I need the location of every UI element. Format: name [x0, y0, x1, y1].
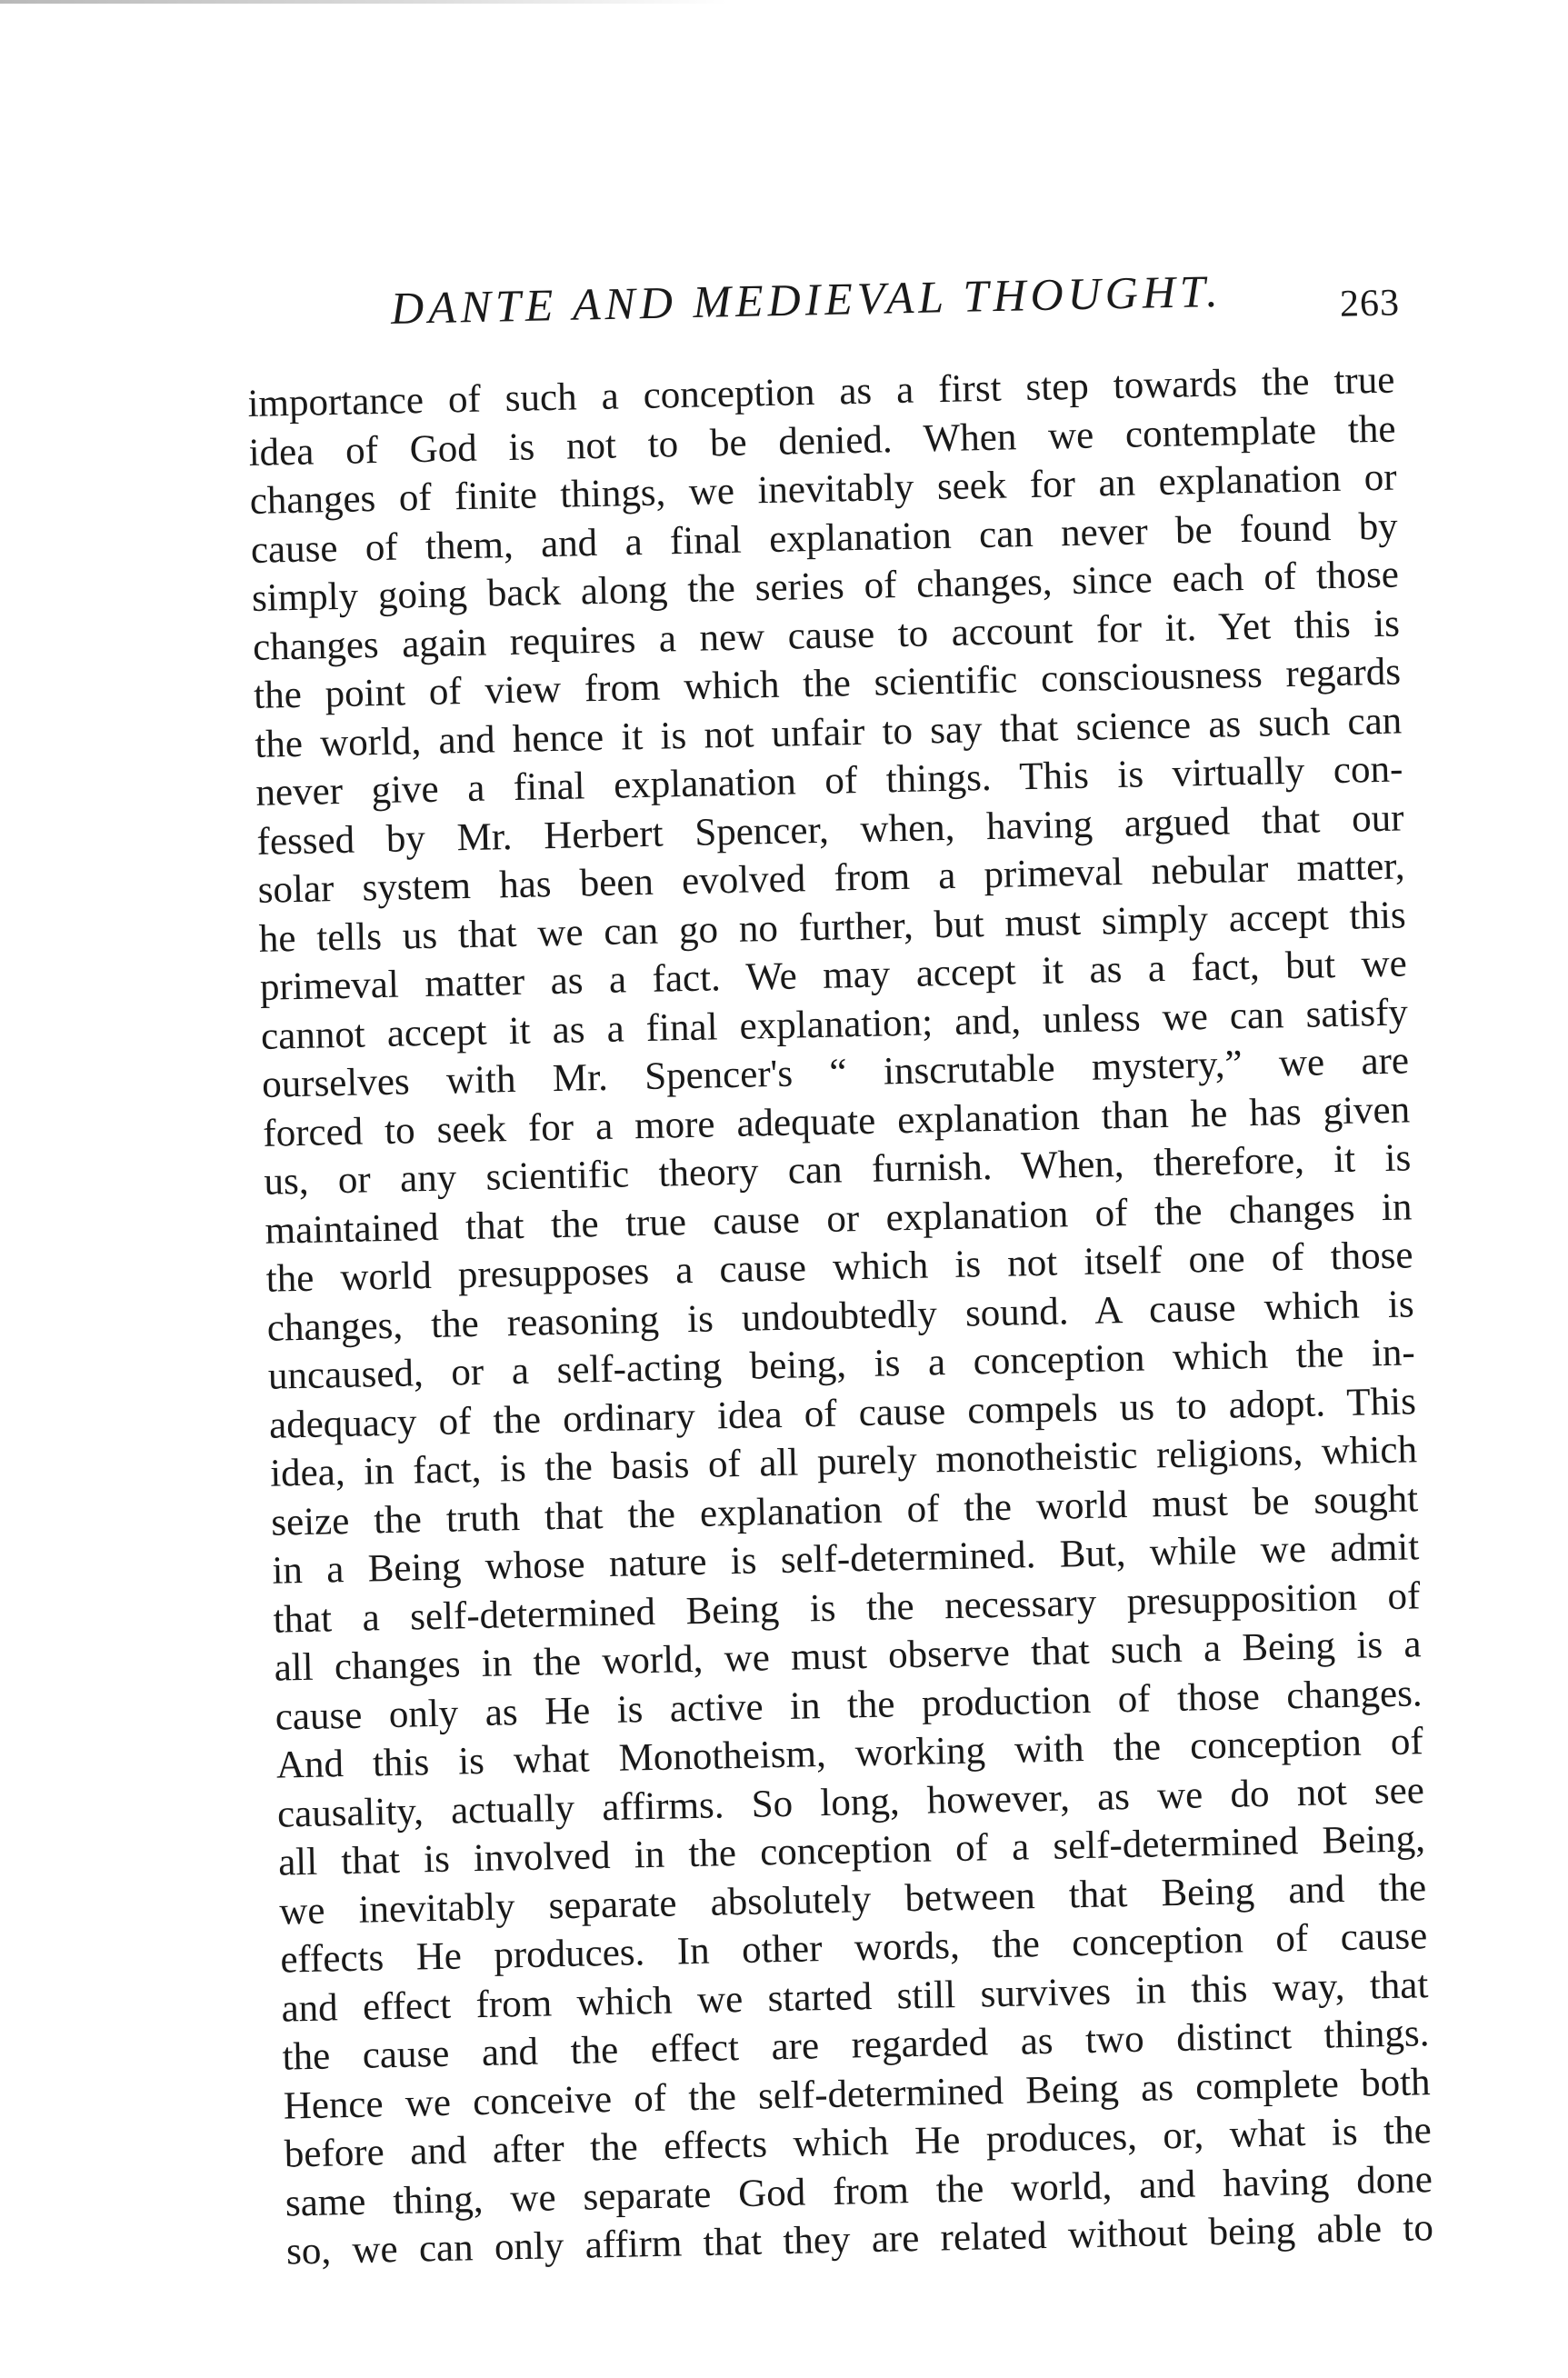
text-line: never give a final explanation of things. This is virtually con-: [255, 747, 1403, 814]
text-line: effects He produces. In other words, the conception of cause: [279, 1914, 1428, 1982]
page-number: 263: [1339, 282, 1401, 325]
text-line: the cause and the effect are regarded as two distinct things.: [282, 2012, 1430, 2079]
text-line: so, we can only affirm that they are related without being able to: [285, 2206, 1434, 2273]
text-line: adequacy of the ordinary idea of cause compels us to adopt. This: [268, 1379, 1417, 1447]
text-line: simply going back along the series of changes, since each of those: [251, 553, 1400, 620]
text-line: idea of God is not to be denied. When we contemplate the: [248, 407, 1396, 475]
text-line: forced to seek for a more adequate explanation than he has given: [262, 1087, 1411, 1155]
text-line: cause only as He is active in the production of those changes.: [275, 1671, 1423, 1739]
text-line: changes again requires a new cause to account for it. Yet this is: [252, 602, 1401, 669]
text-line: primeval matter as a fact. We may accept it as a fact, but we: [259, 942, 1408, 1009]
text-line: seize the truth that the explanation of the world must be sought: [270, 1476, 1419, 1544]
text-line: changes of finite things, we inevitably seek for an explanation or: [249, 455, 1398, 523]
text-line: importance of such a conception as a first step towards the true: [247, 358, 1395, 425]
text-line: the world, and hence it is not unfair to say that science as such can: [254, 698, 1403, 766]
scan-edge-shadow: [0, 0, 727, 4]
text-line: in a Being whose nature is self-determined. But, while we admit: [271, 1525, 1420, 1593]
text-line: and effect from which we started still survives in this way, that: [281, 1963, 1429, 2031]
text-line: causality, actually affirms. So long, however, as we do not see: [276, 1768, 1425, 1836]
text-line: the world presupposes a cause which is not itself one of those: [265, 1234, 1413, 1301]
text-line: we inevitably separate absolutely between that Being and the: [278, 1865, 1427, 1933]
text-line: he tells us that we can go no further, but must simply accept this: [258, 893, 1407, 961]
text-line: us, or any scientific theory can furnish. When, therefore, it is: [263, 1136, 1412, 1204]
text-line: ourselves with Mr. Spencer's “ inscrutable mystery,” we are: [261, 1039, 1410, 1106]
text-line: fessed by Mr. Herbert Spencer, when, having argued that our: [256, 795, 1404, 864]
text-line: all that is involved in the conception of a self-determined Being,: [277, 1817, 1426, 1884]
text-line: cause of them, and a final explanation can never be found by: [250, 505, 1399, 572]
text-line: And this is what Monotheism, working with the conception of: [275, 1720, 1424, 1787]
text-line: solar system has been evolved from a primeval nebular matter,: [257, 844, 1405, 912]
text-line: all changes in the world, we must observe that such a Being is a: [274, 1623, 1422, 1690]
text-line: changes, the reasoning is undoubtedly sound. A cause which is: [266, 1282, 1415, 1350]
running-head: [390, 265, 1401, 355]
running-title: DANTE AND MEDIEVAL THOUGHT.: [390, 265, 1223, 334]
body-text: [247, 356, 1433, 2276]
text-line: idea, in fact, is the basis of all purely monotheistic religions, which: [269, 1428, 1418, 1495]
text-line: same thing, we separate God from the world, and having done: [285, 2157, 1433, 2225]
text-line: maintained that the true cause or explanation of the changes in: [265, 1184, 1413, 1253]
text-line: the point of view from which the scientific consciousness regards: [253, 650, 1402, 717]
text-line: Hence we conceive of the self-determined Being as complete both: [283, 2060, 1431, 2128]
text-line: uncaused, or a self-acting being, is a conception which the in-: [267, 1331, 1416, 1398]
text-line: that a self-determined Being is the necessary presupposition of: [273, 1574, 1421, 1642]
text-line: cannot accept it as a final explanation; and, unless we can satisfy: [260, 990, 1409, 1058]
text-line: before and after the effects which He produces, or, what is the: [284, 2109, 1433, 2176]
